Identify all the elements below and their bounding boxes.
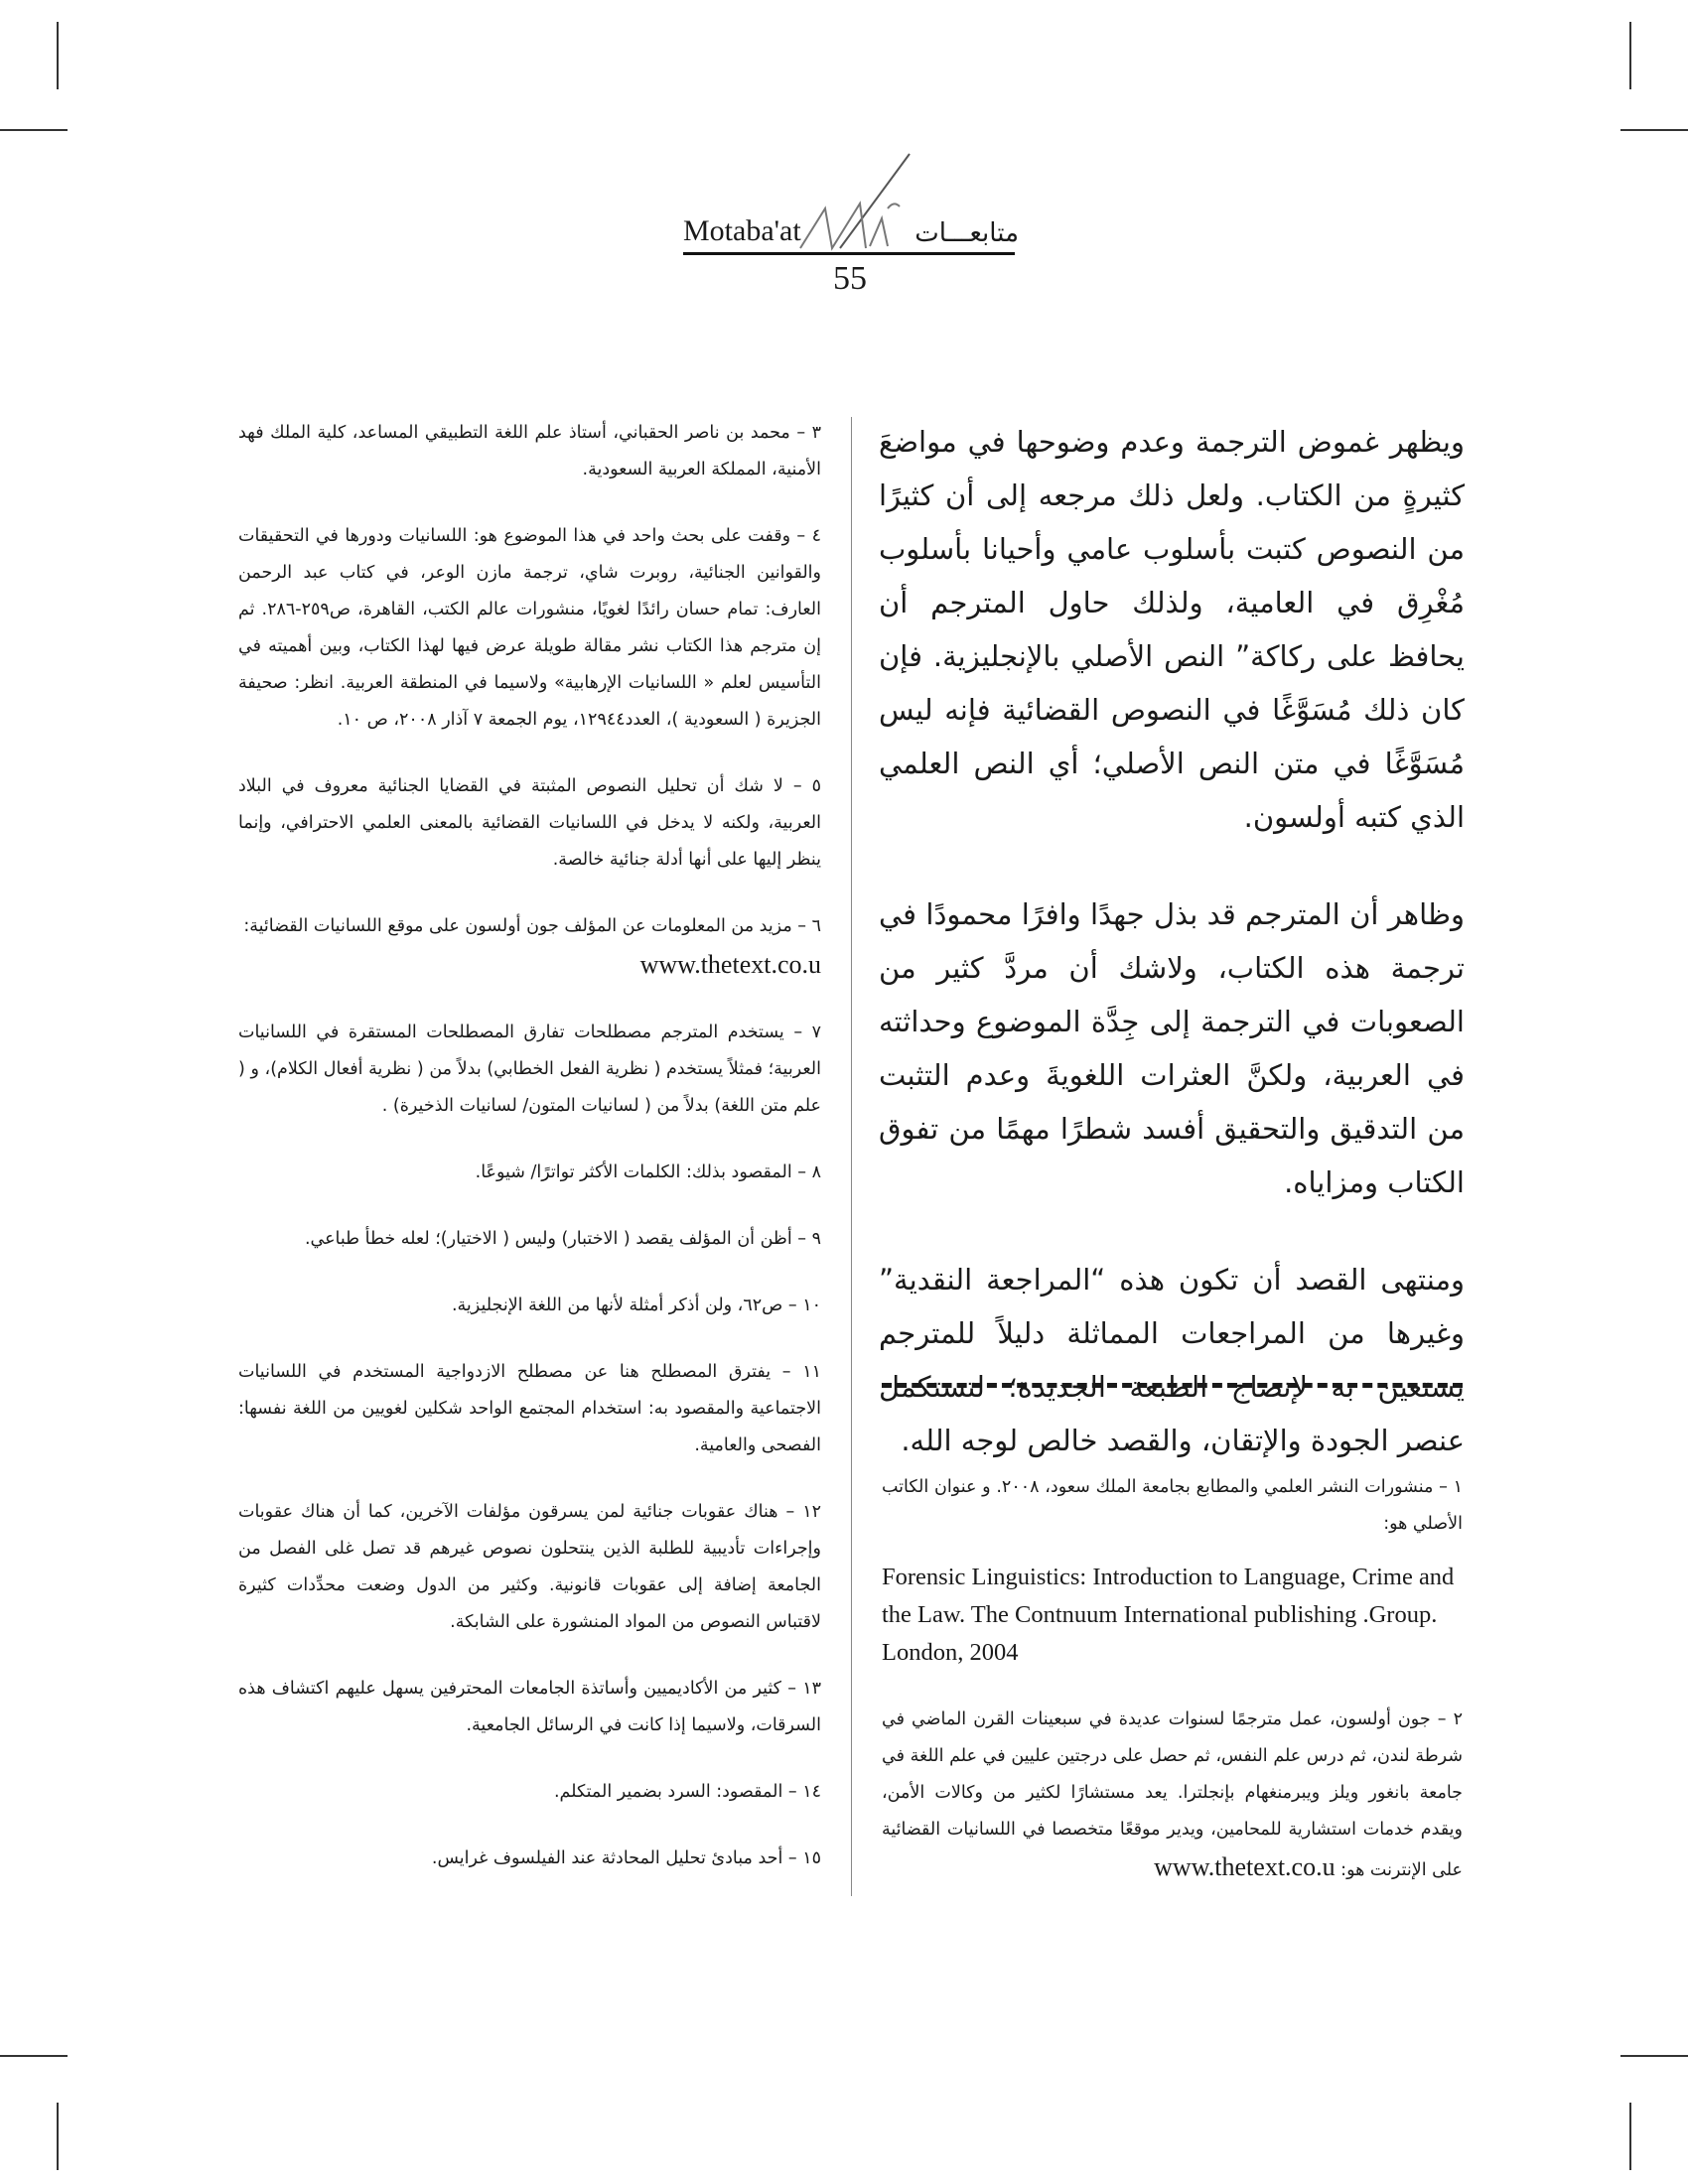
- page-number: 55: [833, 260, 867, 297]
- crop-mark-bottom-right-h: [1620, 2055, 1688, 2057]
- crop-mark-bottom-left-h: [0, 2055, 68, 2057]
- main-text-column: [879, 415, 1465, 1511]
- footnote-9: ٩ – أظن أن المؤلف يقصد ( الاختبار) وليس ( الاختيار)؛ لعله خطأ طباعي.: [304, 1229, 821, 1249]
- footnote-separator: [882, 1383, 1463, 1388]
- footnote-2: [882, 1702, 1463, 1889]
- footnote-7: ٧ – يستخدم المترجم مصطلحات تفارق المصطلحات المستقرة في اللسانيات العربية؛ فمثلاً يستخدم ( نظرية الفعل الخطابي) بدلاً من ( نظرية أفعال الكلام)، و ( علم متن اللغة) بدلاً من ( لسانيات المتون/ لسانيات الذخيرة) .: [238, 1023, 821, 1116]
- crop-mark-bottom-right: [1629, 2103, 1631, 2170]
- footnote-6-text: ٦ – مزيد من المعلومات عن المؤلف جون أولسون على موقع اللسانيات القضائية:: [243, 916, 821, 936]
- footnote-2-text: ٢ – جون أولسون، عمل مترجمًا لسنوات عديدة في سبعينات القرن الماضي في شرطة لندن، ثم درس علم النفس، ثم حصل على درجتين عليين في علم اللغة في جامعة بانغور ويلز ويبرمنغهام بإنجلترا. يعد مستشارًا لكثير من وكالات الأمن، ويقدم خدمات استشارية للمحامين، ويدير موقعًا متخصصا في اللسانيات القضائية على الإنترنت هو:: [882, 1709, 1463, 1880]
- column-divider: [851, 417, 852, 1896]
- main-paragraph-3: ومنتهى القصد أن تكون هذه “المراجعة النقدية” وغيرها من المراجعات المماثلة دليلاً للمترجم يستعين به لإنضاج الطبعة الجديدة؛ لتستكمل عنصر الجودة والإتقان، والقصد خالص لوجه الله.: [879, 1263, 1465, 1457]
- footnote-4: ٤ – وقفت على بحث واحد في هذا الموضوع هو: اللسانيات ودورها في التحقيقات والقوانين الجنائية، روبرت شاي، ترجمة مازن الوعر، في كتاب عبد الرحمن العارف: تمام حسان رائدًا لغويًا، منشورات عالم الكتب، القاهرة، ص٢٥٩-٢٨٦. ثم إن مترجم هذا الكتاب نشر مقالة طويلة عرض فيها لهذا الكتاب، وبين أهميته في التأسيس لعلم « اللسانيات الإرهابية» ولاسيما في المنطقة العربية. انظر: صحيفة الجزيرة ( السعودية )، العدد١٢٩٤٤، يوم الجمعة ٧ آذار ٢٠٠٨، ص ١٠.: [238, 526, 821, 730]
- crop-mark-top-left-h: [0, 129, 68, 131]
- footnote-11: ١١ – يفترق المصطلح هنا عن مصطلح الازدواجية المستخدم في اللسانيات الاجتماعية والمقصود به: استخدام المجتمع الواحد شكلين لغويين من اللغة نفسها: الفصحى والعامية.: [238, 1362, 821, 1455]
- footnote-3: ٣ – محمد بن ناصر الحقباني، أستاذ علم اللغة التطبيقي المساعد، كلية الملك فهد الأمنية، المملكة العربية السعودية.: [238, 423, 821, 479]
- main-paragraph-1: ويظهر غموض الترجمة وعدم وضوحها في مواضعَ كثيرةٍ من الكتاب. ولعل ذلك مرجعه إلى أن كثيرًا من النصوص كتبت بأسلوب عامي وأحيانا بأسلوب مُغْرِق في العامية، ولذلك حاول المترجم أن يحافظ على ركاكة” النص الأصلي بالإنجليزية. فإن كان ذلك مُسَوَّغًا في النصوص القضائية فإنه ليس مُسَوَّغًا في متن النص الأصلي؛ أي النص العلمي الذي كتبه أولسون.: [879, 425, 1465, 834]
- footnote-2-url: www.thetext.co.u: [1154, 1852, 1336, 1881]
- footnote-1-english-title: Forensic Linguistics: Introduction to Language, Crime and the Law. The Contnuum International publishing .Group. London, 2004: [882, 1564, 1455, 1666]
- footnote-5: ٥ – لا شك أن تحليل النصوص المثبتة في القضايا الجنائية معروف في البلاد العربية، ولكنه لا يدخل في اللسانيات القضائية بالمعنى العلمي الاحترافي، وإنما ينظر إليها على أنها أدلة جنائية خالصة.: [238, 776, 821, 870]
- footnote-13: ١٣ – كثير من الأكاديميين وأساتذة الجامعات المحترفين يسهل عليهم اكتشاف هذه السرقات، ولاسيما إذا كانت في الرسائل الجامعية.: [238, 1679, 821, 1735]
- header-latin-title: Motaba'at: [683, 214, 801, 247]
- crop-mark-top-right: [1629, 22, 1631, 89]
- page-header: [675, 149, 1025, 298]
- footnote-14: ١٤ – المقصود: السرد بضمير المتكلم.: [553, 1782, 821, 1802]
- footnote-12: ١٢ – هناك عقوبات جنائية لمن يسرقون مؤلفات الآخرين، كما أن هناك عقوبات وإجراءات تأديبية للطلبة الذين ينتحلون نصوص غيرهم قد تصل غلى الفصل من الجامعة إضافة إلى عقوبات قانونية. وكثير من الدول وضعت محدِّدات كثيرة لاقتباس النصوص من المواد المنشورة على الشابكة.: [238, 1502, 821, 1632]
- footnote-6: [238, 908, 821, 985]
- header-arabic-title: متابعـــات: [914, 218, 1019, 248]
- crop-mark-bottom-left: [57, 2103, 59, 2170]
- header-rule: [683, 252, 1015, 255]
- left-footnotes: [238, 415, 821, 1907]
- footnote-10: ١٠ – ص٦٢، ولن أذكر أمثلة لأنها من اللغة الإنجليزية.: [451, 1296, 821, 1315]
- footnote-8: ٨ – المقصود بذلك: الكلمات الأكثر تواترًا/ شيوعًا.: [475, 1162, 821, 1182]
- right-footnotes: [882, 1469, 1463, 1889]
- crop-mark-top-right-h: [1620, 129, 1688, 131]
- footnote-15: ١٥ – أحد مبادئ تحليل المحادثة عند الفيلسوف غرايس.: [431, 1848, 821, 1868]
- crop-mark-top-left: [57, 22, 59, 89]
- footnote-1: ١ – منشورات النشر العلمي والمطابع بجامعة الملك سعود، ٢٠٠٨. و عنوان الكاتب الأصلي هو:: [882, 1477, 1463, 1534]
- main-paragraph-2: وظاهر أن المترجم قد بذل جهدًا وافرًا محمودًا في ترجمة هذه الكتاب، ولاشك أن مردَّ كثير من الصعوبات في الترجمة إلى جِدَّة الموضوع وحداثته في العربية، ولكنَّ العثرات اللغويةَ وعدم التثبت من التدقيق والتحقيق أفسد شطرًا مهمًا من تفوق الكتاب ومزاياه.: [879, 897, 1465, 1199]
- footnote-6-url: www.thetext.co.u: [639, 950, 821, 979]
